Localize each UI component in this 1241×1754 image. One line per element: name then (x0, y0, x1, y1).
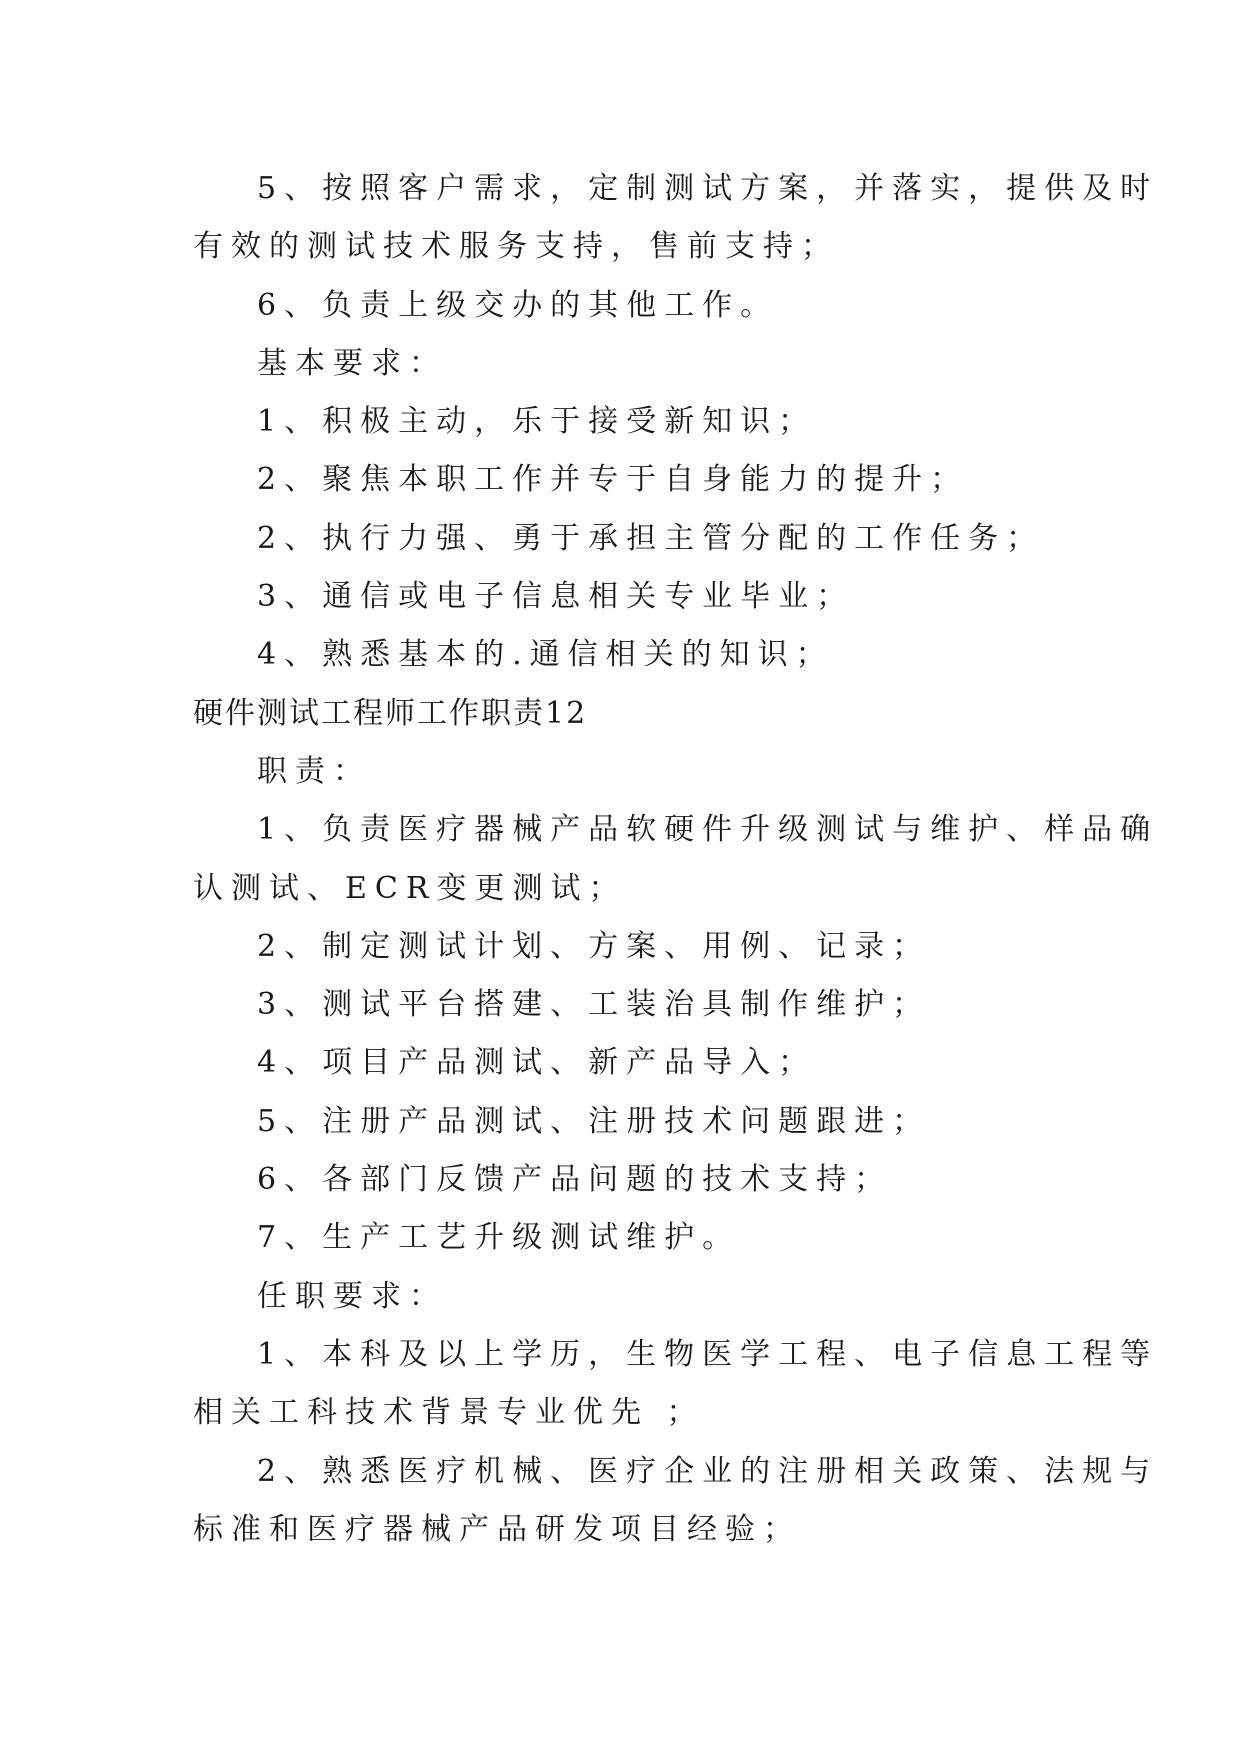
text-line: 职责： (257, 753, 371, 789)
text-line: 1、积极主动，乐于接受新知识； (257, 404, 817, 440)
text-line: 标准和医疗器械产品研发项目经验； (193, 1511, 801, 1547)
text-line: 有效的测试技术服务支持，售前支持； (193, 229, 839, 265)
text-line: 6、负责上级交办的其他工作。 (257, 287, 779, 323)
text-line: 1、本科及以上学历，生物医学工程、电子信息工程等 (257, 1336, 1159, 1372)
text-line: 2、执行力强、勇于承担主管分配的工作任务； (257, 520, 1045, 556)
text-line: 4、熟悉基本的.通信相关的知识； (257, 637, 834, 673)
section-heading: 硬件测试工程师工作职责12 (193, 695, 588, 731)
text-line: 5、按照客户需求，定制测试方案，并落实，提供及时 (257, 171, 1159, 206)
text-line: 任职要求： (257, 1278, 447, 1314)
text-line: 6、各部门反馈产品问题的技术支持； (257, 1162, 893, 1198)
text-line: 相关工科技术背景专业优先 ； (193, 1395, 705, 1431)
text-line: 2、熟悉医疗机械、医疗企业的注册相关政策、法规与 (257, 1453, 1159, 1489)
text-line: 基本要求： (257, 345, 447, 381)
text-line: 3、通信或电子信息相关专业毕业； (257, 579, 855, 615)
text-line: 认测试、ECR变更测试； (193, 870, 627, 906)
text-line: 2、聚焦本职工作并专于自身能力的提升； (257, 462, 969, 498)
text-line: 7、生产工艺升级测试维护。 (257, 1220, 741, 1256)
text-line: 2、制定测试计划、方案、用例、记录； (257, 928, 931, 964)
document-body (193, 160, 1159, 1559)
text-line: 4、项目产品测试、新产品导入； (257, 1045, 817, 1081)
text-line: 3、测试平台搭建、工装治具制作维护； (257, 987, 931, 1023)
text-line: 1、负责医疗器械产品软硬件升级测试与维护、样品确 (257, 812, 1159, 848)
text-line: 5、注册产品测试、注册技术问题跟进； (257, 1103, 931, 1139)
